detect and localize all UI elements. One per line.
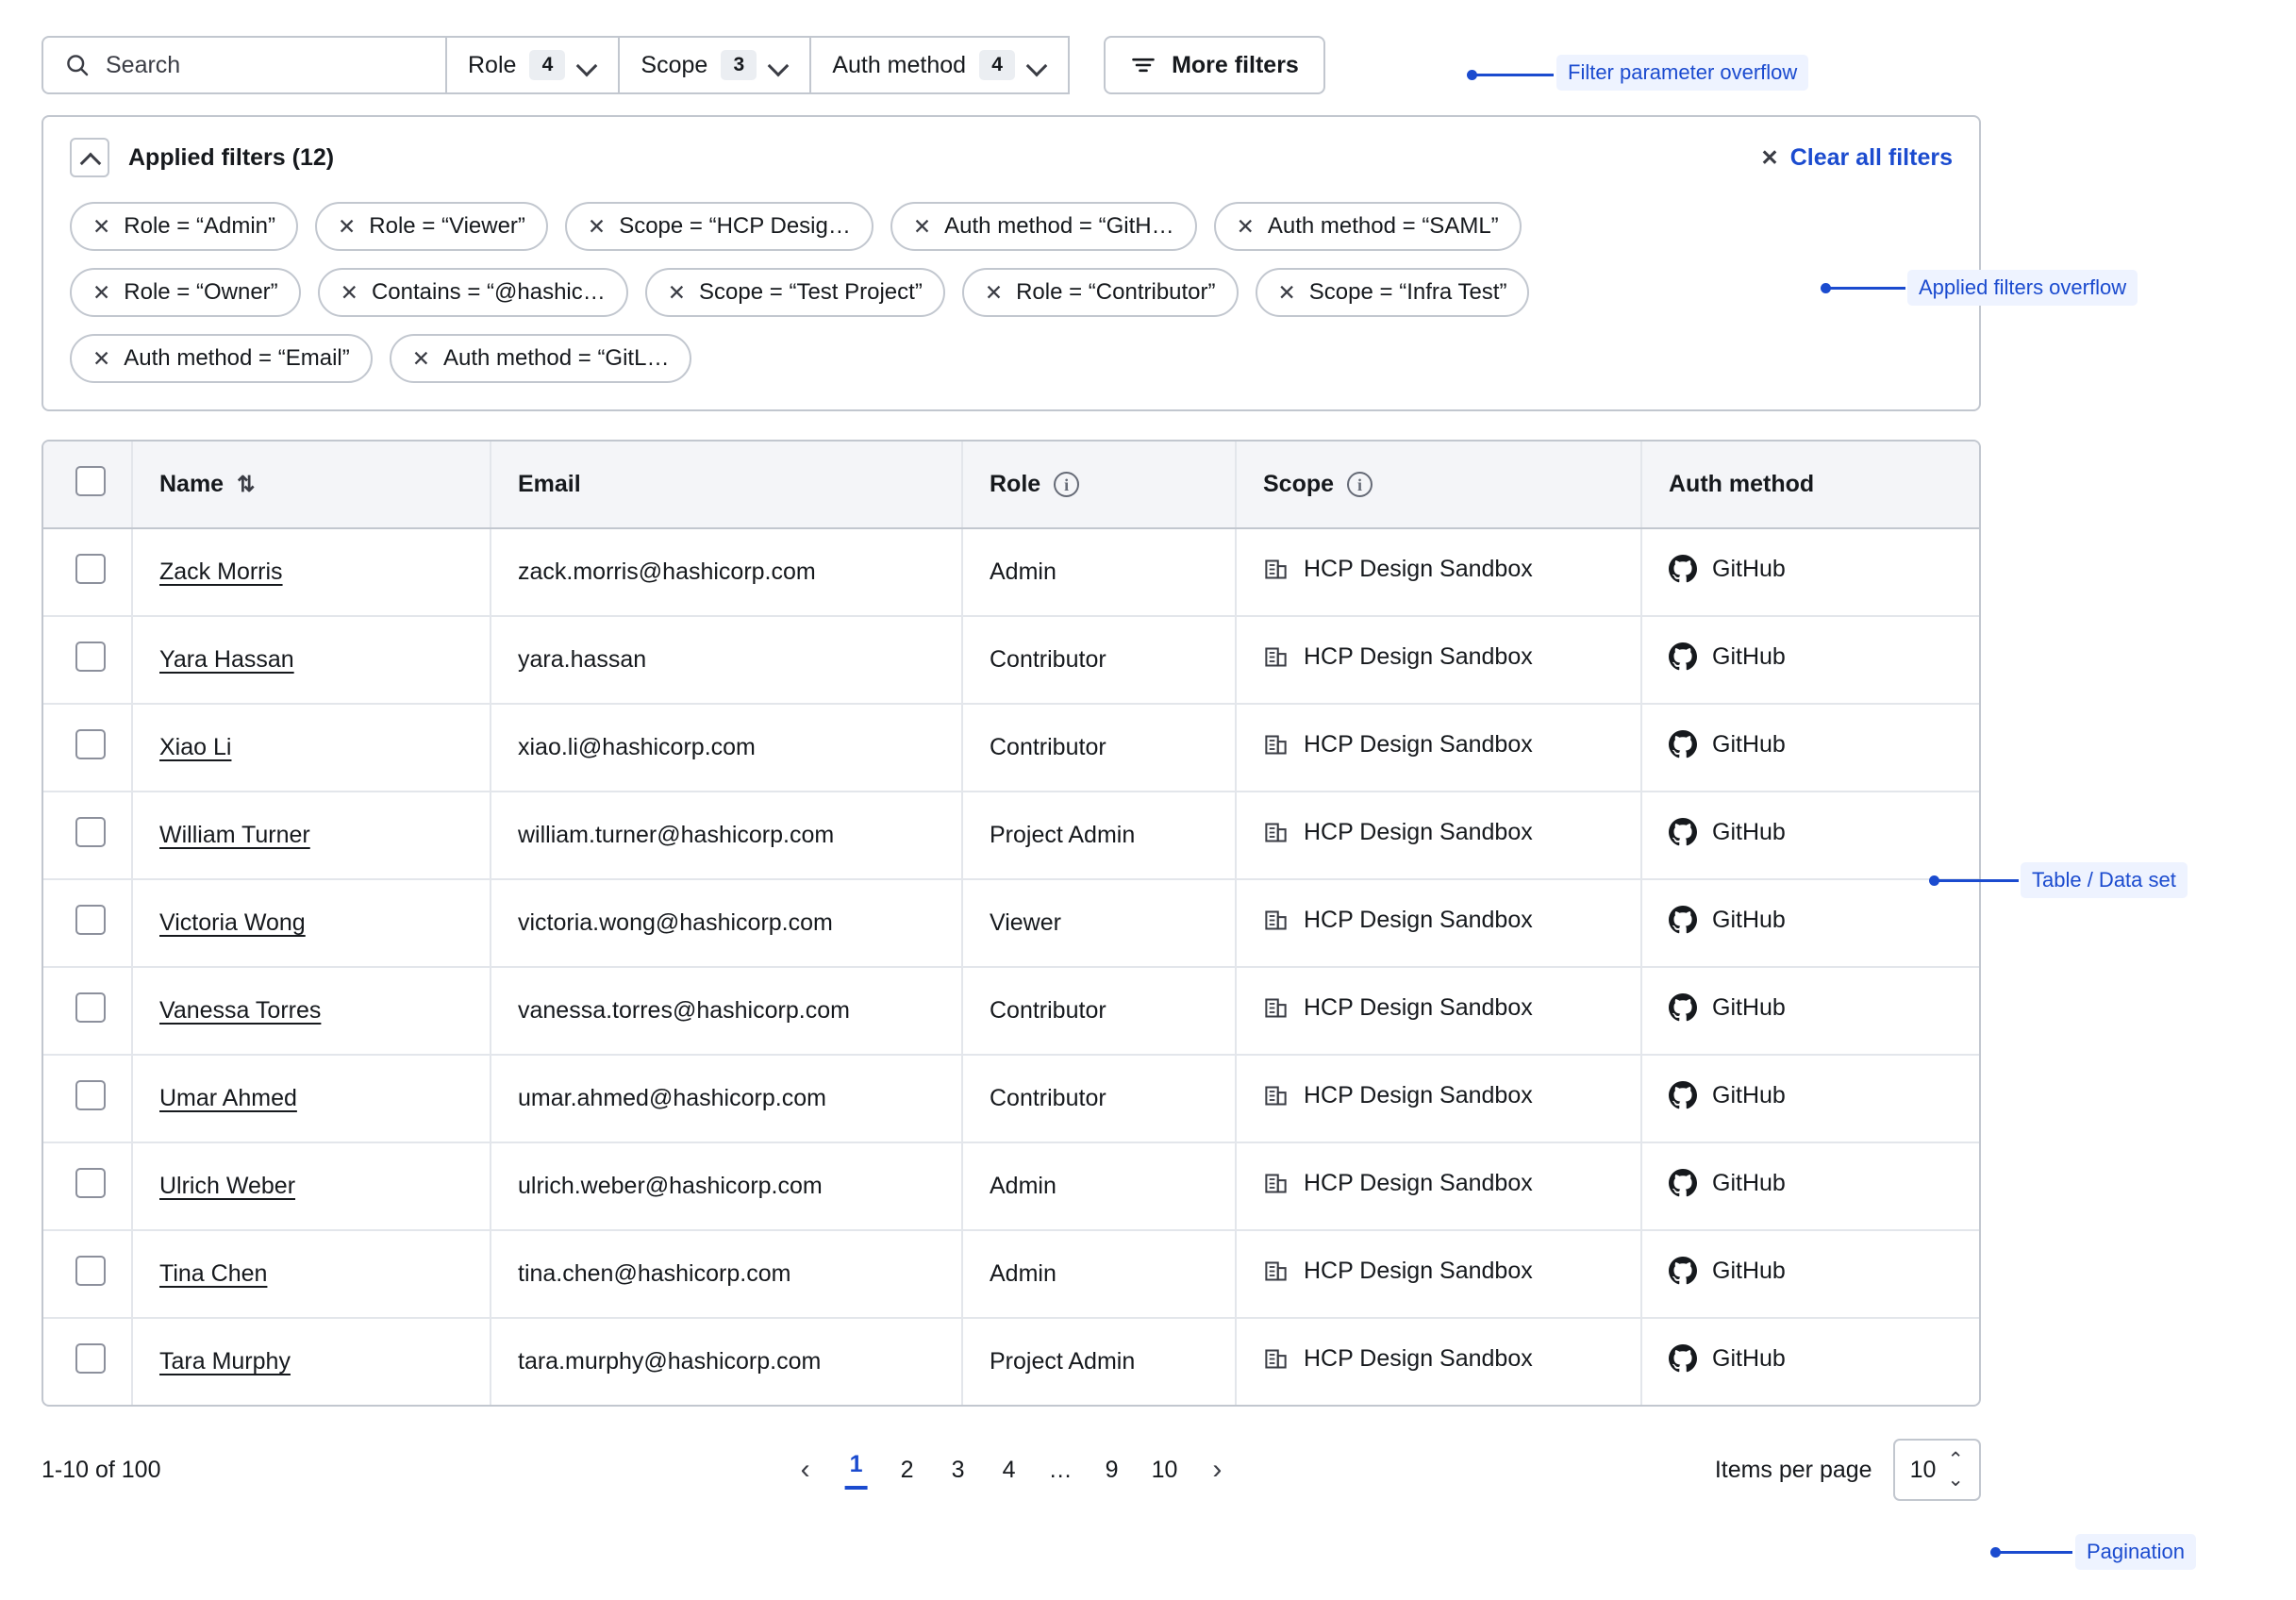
- row-select-cell: [43, 1142, 132, 1230]
- th-role-label: Role: [990, 471, 1041, 497]
- filter-chip-label: Auth method = “GitL…: [443, 345, 670, 371]
- filter-chip[interactable]: [1256, 268, 1530, 317]
- users-table: [42, 440, 1981, 1407]
- page-ellipsis: …: [1048, 1456, 1073, 1483]
- cell-email: vanessa.torres@hashicorp.com: [491, 967, 962, 1055]
- cell-name: [132, 616, 491, 704]
- filter-chip-label: Scope = “HCP Desig…: [619, 213, 851, 239]
- table-row: [43, 1230, 1979, 1318]
- row-select-cell: [43, 792, 132, 879]
- filter-scope[interactable]: [620, 36, 811, 94]
- user-link[interactable]: Victoria Wong: [159, 909, 306, 936]
- github-icon: [1669, 730, 1697, 758]
- collapse-applied-filters-button[interactable]: [70, 138, 109, 177]
- applied-filters-title: Applied filters (12): [128, 143, 335, 171]
- row-checkbox[interactable]: [75, 992, 106, 1023]
- more-filters-button[interactable]: [1104, 36, 1325, 94]
- close-icon[interactable]: ✕: [587, 213, 607, 239]
- filter-chip-label: Role = “Admin”: [124, 213, 276, 239]
- annotation-applied-overflow: Applied filters overflow: [1907, 270, 2138, 306]
- table-row: [43, 792, 1979, 879]
- applied-filter-chips: [70, 202, 1730, 383]
- close-icon[interactable]: ✕: [1277, 279, 1296, 305]
- next-page-button[interactable]: ›: [1212, 1454, 1223, 1485]
- chevron-down-icon: [1028, 56, 1047, 75]
- user-link[interactable]: Vanessa Torres: [159, 997, 322, 1024]
- applied-filters-panel: [42, 115, 1981, 411]
- cell-role: Contributor: [962, 967, 1236, 1055]
- filter-role-label: Role: [468, 51, 517, 78]
- auth-label: GitHub: [1712, 1257, 1786, 1284]
- project-icon: [1263, 732, 1289, 758]
- github-icon: [1669, 642, 1697, 671]
- scope-label: HCP Design Sandbox: [1304, 1258, 1533, 1284]
- page-2-button[interactable]: 2: [900, 1456, 914, 1483]
- filter-auth-method-label: Auth method: [832, 51, 967, 78]
- filter-chip[interactable]: [645, 268, 945, 317]
- cell-scope: [1236, 792, 1641, 879]
- chevron-updown-icon: ⌃ ⌄: [1947, 1449, 1964, 1491]
- cell-email: yara.hassan: [491, 616, 962, 704]
- filter-icon: [1130, 52, 1156, 78]
- close-icon: ✕: [1760, 144, 1779, 170]
- filter-chip[interactable]: [70, 202, 298, 251]
- cell-email: xiao.li@hashicorp.com: [491, 704, 962, 792]
- scope-label: HCP Design Sandbox: [1304, 731, 1533, 758]
- th-auth-method: [1641, 442, 1979, 528]
- annot-line-table: [1934, 879, 2019, 882]
- project-icon: [1263, 995, 1289, 1021]
- cell-email: william.turner@hashicorp.com: [491, 792, 962, 879]
- filter-chip[interactable]: [318, 268, 628, 317]
- cell-auth-method: [1641, 704, 1979, 792]
- cell-name: [132, 879, 491, 967]
- result-range: 1-10 of 100: [42, 1456, 161, 1483]
- search-input[interactable]: [42, 36, 447, 94]
- filter-scope-label: Scope: [641, 51, 708, 78]
- filter-chip[interactable]: [962, 268, 1239, 317]
- project-icon: [1263, 908, 1289, 933]
- cell-email: tara.murphy@hashicorp.com: [491, 1318, 962, 1405]
- user-link[interactable]: Ulrich Weber: [159, 1173, 296, 1199]
- row-checkbox[interactable]: [75, 729, 106, 759]
- items-per-page: [1715, 1439, 1981, 1501]
- close-icon[interactable]: ✕: [92, 279, 111, 305]
- cell-email: ulrich.weber@hashicorp.com: [491, 1142, 962, 1230]
- cell-auth-method: [1641, 1230, 1979, 1318]
- cell-auth-method: [1641, 528, 1979, 616]
- cell-name: [132, 704, 491, 792]
- close-icon[interactable]: ✕: [984, 279, 1004, 305]
- th-role: [962, 442, 1236, 528]
- cell-role: Project Admin: [962, 792, 1236, 879]
- row-checkbox[interactable]: [75, 642, 106, 672]
- row-checkbox[interactable]: [75, 905, 106, 935]
- clear-all-filters-label: Clear all filters: [1789, 143, 1953, 171]
- auth-label: GitHub: [1712, 730, 1786, 758]
- info-icon[interactable]: i: [1054, 472, 1079, 497]
- table-row: [43, 879, 1979, 967]
- items-per-page-value: 10: [1909, 1456, 1937, 1483]
- row-checkbox[interactable]: [75, 1168, 106, 1198]
- cell-scope: [1236, 616, 1641, 704]
- filter-chip[interactable]: [565, 202, 873, 251]
- scope-label: HCP Design Sandbox: [1304, 556, 1533, 582]
- cell-name: [132, 792, 491, 879]
- chevron-down-icon: [578, 56, 597, 75]
- chevron-down-icon: [770, 56, 789, 75]
- row-select-cell: [43, 1055, 132, 1142]
- filter-chip-label: Scope = “Infra Test”: [1308, 279, 1507, 305]
- annot-line-applied-overflow: [1825, 287, 1905, 290]
- annotation-pagination: Pagination: [2075, 1534, 2196, 1570]
- filter-chip-label: Role = “Owner”: [124, 279, 278, 305]
- cell-role: Viewer: [962, 879, 1236, 967]
- github-icon: [1669, 818, 1697, 846]
- cell-role: Admin: [962, 528, 1236, 616]
- project-icon: [1263, 1083, 1289, 1108]
- auth-label: GitHub: [1712, 1344, 1786, 1372]
- user-link[interactable]: Tara Murphy: [159, 1348, 291, 1375]
- cell-email: umar.ahmed@hashicorp.com: [491, 1055, 962, 1142]
- filter-chip-label: Auth method = “Email”: [124, 345, 350, 371]
- github-icon: [1669, 555, 1697, 583]
- page-1-button[interactable]: 1: [845, 1451, 868, 1490]
- cell-name: [132, 528, 491, 616]
- github-icon: [1669, 906, 1697, 934]
- select-all-checkbox[interactable]: [75, 466, 106, 496]
- filter-chip[interactable]: [70, 334, 373, 383]
- row-checkbox[interactable]: [75, 554, 106, 584]
- annotation-table: Table / Data set: [2021, 862, 2188, 898]
- page-9-button[interactable]: 9: [1105, 1456, 1119, 1483]
- filter-chip[interactable]: [390, 334, 692, 383]
- github-icon: [1669, 1344, 1697, 1373]
- close-icon[interactable]: ✕: [338, 213, 357, 239]
- prev-page-button[interactable]: ‹: [800, 1454, 810, 1485]
- scope-label: HCP Design Sandbox: [1304, 1170, 1533, 1196]
- cell-auth-method: [1641, 1318, 1979, 1405]
- items-per-page-label: Items per page: [1714, 1456, 1872, 1483]
- cell-auth-method: [1641, 879, 1979, 967]
- project-icon: [1263, 644, 1289, 670]
- scope-label: HCP Design Sandbox: [1304, 907, 1533, 933]
- scope-label: HCP Design Sandbox: [1304, 1082, 1533, 1108]
- row-checkbox[interactable]: [75, 817, 106, 847]
- row-select-cell: [43, 616, 132, 704]
- project-icon: [1263, 1171, 1289, 1196]
- page-4-button[interactable]: 4: [1002, 1456, 1016, 1483]
- scope-label: HCP Design Sandbox: [1304, 1345, 1533, 1372]
- row-select-cell: [43, 1318, 132, 1405]
- table-header-row: [43, 442, 1979, 528]
- project-icon: [1263, 820, 1289, 845]
- filter-chip[interactable]: [1214, 202, 1522, 251]
- filter-chip[interactable]: [315, 202, 548, 251]
- github-icon: [1669, 1081, 1697, 1109]
- annot-line-filter-overflow: [1472, 74, 1554, 76]
- filter-role-count: 4: [529, 50, 565, 80]
- filter-scope-count: 3: [721, 50, 757, 80]
- user-link[interactable]: Xiao Li: [159, 734, 232, 760]
- cell-scope: [1236, 704, 1641, 792]
- close-icon[interactable]: ✕: [340, 279, 358, 305]
- auth-label: GitHub: [1712, 555, 1786, 582]
- th-scope: [1236, 442, 1641, 528]
- info-icon[interactable]: i: [1347, 472, 1373, 497]
- user-link[interactable]: Umar Ahmed: [159, 1085, 297, 1111]
- cell-role: Contributor: [962, 1055, 1236, 1142]
- row-checkbox[interactable]: [75, 1256, 106, 1286]
- page-10-button[interactable]: 10: [1151, 1456, 1178, 1483]
- cell-role: Contributor: [962, 616, 1236, 704]
- filter-chip-label: Auth method = “GitH…: [944, 213, 1174, 239]
- page-3-button[interactable]: 3: [951, 1456, 965, 1483]
- th-name-label: Name: [159, 471, 225, 497]
- cell-scope: [1236, 1142, 1641, 1230]
- cell-role: Admin: [962, 1142, 1236, 1230]
- th-scope-label: Scope: [1263, 471, 1335, 497]
- cell-name: [132, 1230, 491, 1318]
- github-icon: [1669, 993, 1697, 1022]
- table-row: [43, 1055, 1979, 1142]
- scope-label: HCP Design Sandbox: [1304, 643, 1533, 670]
- filter-chip[interactable]: [70, 268, 301, 317]
- cell-scope: [1236, 879, 1641, 967]
- table-row: [43, 528, 1979, 616]
- close-icon[interactable]: ✕: [92, 345, 111, 371]
- auth-label: GitHub: [1712, 1169, 1786, 1196]
- filter-chip-label: Role = “Viewer”: [369, 213, 525, 239]
- row-checkbox[interactable]: [75, 1080, 106, 1110]
- clear-all-filters-button[interactable]: [1760, 144, 1953, 172]
- table-row: [43, 616, 1979, 704]
- auth-label: GitHub: [1712, 818, 1786, 845]
- row-checkbox[interactable]: [75, 1343, 106, 1374]
- cell-email: zack.morris@hashicorp.com: [491, 528, 962, 616]
- search-placeholder: Search: [106, 51, 181, 78]
- user-link[interactable]: William Turner: [159, 822, 310, 848]
- close-icon[interactable]: ✕: [912, 213, 932, 239]
- pagination-controls: [794, 1451, 1229, 1490]
- project-icon: [1263, 557, 1289, 582]
- filter-auth-method[interactable]: [811, 36, 1070, 94]
- cell-scope: [1236, 1318, 1641, 1405]
- sort-icon[interactable]: ⇅: [237, 472, 254, 496]
- th-select-all: [43, 442, 132, 528]
- th-auth-method-label: Auth method: [1669, 471, 1815, 497]
- table-row: [43, 1142, 1979, 1230]
- filter-role[interactable]: [447, 36, 620, 94]
- filter-chip-label: Scope = “Test Project”: [699, 279, 923, 305]
- applied-filters-header: [70, 138, 1953, 177]
- cell-scope: [1236, 1055, 1641, 1142]
- auth-label: GitHub: [1712, 642, 1786, 670]
- items-per-page-select[interactable]: [1893, 1439, 1981, 1501]
- filter-chip-label: Role = “Contributor”: [1016, 279, 1216, 305]
- row-select-cell: [43, 1230, 132, 1318]
- close-icon[interactable]: ✕: [411, 345, 430, 371]
- th-name[interactable]: [132, 442, 491, 528]
- row-select-cell: [43, 967, 132, 1055]
- row-select-cell: [43, 704, 132, 792]
- cell-auth-method: [1641, 616, 1979, 704]
- cell-auth-method: [1641, 967, 1979, 1055]
- cell-auth-method: [1641, 792, 1979, 879]
- cell-role: Admin: [962, 1230, 1236, 1318]
- close-icon[interactable]: ✕: [667, 279, 687, 305]
- cell-name: [132, 967, 491, 1055]
- close-icon[interactable]: ✕: [1236, 213, 1255, 239]
- filter-chip-label: Contains = “@hashic…: [371, 279, 606, 305]
- filter-toolbar: [42, 36, 2296, 94]
- filter-chip-label: Auth method = “SAML”: [1267, 213, 1499, 239]
- cell-auth-method: [1641, 1142, 1979, 1230]
- cell-email: tina.chen@hashicorp.com: [491, 1230, 962, 1318]
- cell-name: [132, 1055, 491, 1142]
- search-icon: [64, 52, 91, 78]
- auth-label: GitHub: [1712, 906, 1786, 933]
- more-filters-label: More filters: [1172, 51, 1299, 78]
- user-link[interactable]: Tina Chen: [159, 1260, 268, 1287]
- auth-label: GitHub: [1712, 1081, 1786, 1108]
- annotation-filter-overflow: Filter parameter overflow: [1556, 55, 1808, 91]
- close-icon[interactable]: ✕: [92, 213, 111, 239]
- cell-email: victoria.wong@hashicorp.com: [491, 879, 962, 967]
- cell-scope: [1236, 967, 1641, 1055]
- annot-line-pagination: [1995, 1551, 2072, 1554]
- user-link[interactable]: Yara Hassan: [159, 646, 294, 673]
- row-select-cell: [43, 879, 132, 967]
- table-body: [43, 528, 1979, 1405]
- github-icon: [1669, 1169, 1697, 1197]
- auth-label: GitHub: [1712, 993, 1786, 1021]
- cell-name: [132, 1142, 491, 1230]
- cell-scope: [1236, 1230, 1641, 1318]
- table-row: [43, 967, 1979, 1055]
- user-link[interactable]: Zack Morris: [159, 558, 283, 585]
- cell-scope: [1236, 528, 1641, 616]
- project-icon: [1263, 1258, 1289, 1284]
- table-footer: [42, 1439, 1981, 1501]
- th-email-label: Email: [518, 471, 581, 497]
- github-icon: [1669, 1257, 1697, 1285]
- table-row: [43, 704, 1979, 792]
- project-icon: [1263, 1346, 1289, 1372]
- cell-name: [132, 1318, 491, 1405]
- scope-label: HCP Design Sandbox: [1304, 994, 1533, 1021]
- table-row: [43, 1318, 1979, 1405]
- row-select-cell: [43, 528, 132, 616]
- scope-label: HCP Design Sandbox: [1304, 819, 1533, 845]
- cell-role: Project Admin: [962, 1318, 1236, 1405]
- cell-role: Contributor: [962, 704, 1236, 792]
- filter-auth-method-count: 4: [979, 50, 1015, 80]
- cell-auth-method: [1641, 1055, 1979, 1142]
- filter-chip[interactable]: [890, 202, 1197, 251]
- th-email: [491, 442, 962, 528]
